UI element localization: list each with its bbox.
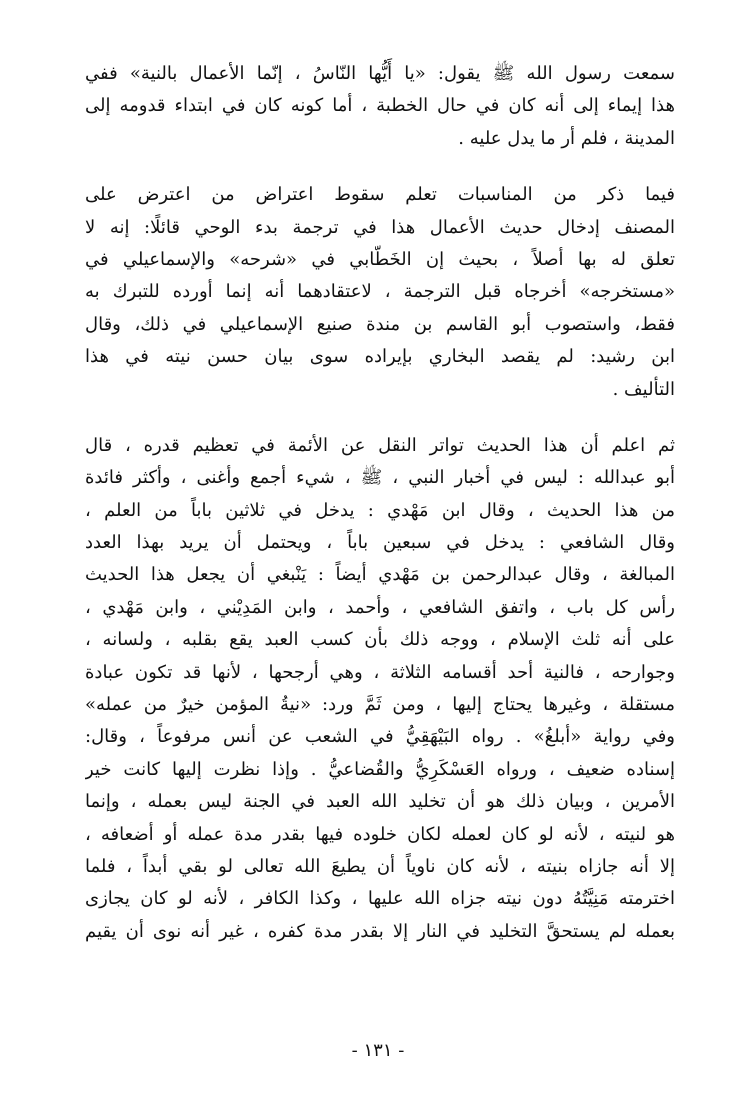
text-line: الأمرين ، وبيان ذلك هو أن تخليد الله العبد في الجنة ليس بعمله ، وإنما xyxy=(85,791,675,813)
text-line: اخترمته مَنِيَّتُهُ دون نيته جزاه الله عليها ، وكذا الكافر ، لأنه لو كان يجازى xyxy=(85,888,675,910)
paragraph-gap xyxy=(85,155,675,179)
text-line: المبالغة ، وقال عبدالرحمن بن مَهْدي أيضاً : يَنْبغي أن يجعل هذا الحديث xyxy=(85,564,675,586)
text-line: ابن رشيد: لم يقصد البخاري بإيراده سوى بيان حسن نيته في هذا xyxy=(85,346,675,368)
paragraph-2 xyxy=(85,179,675,406)
text-line: فقط، واستصوب أبو القاسم بن مندة صنيع الإسماعيلي في ذلك، وقال xyxy=(85,313,675,335)
text-line: «مستخرجه» أخرجاه قبل الترجمة ، لاعتقادهما أنه إنما أورده للتبرك به xyxy=(85,281,675,303)
paragraph-gap xyxy=(85,406,675,430)
text-line: إلا أنه جازاه بنيته ، لأنه كان ناوياً أن يطيعَ الله تعالى لو بقي أبداً ، فلما xyxy=(85,855,675,877)
text-line: وقال الشافعي : يدخل في سبعين باباً ، ويحتمل أن يريد بهذا العدد xyxy=(85,532,675,554)
text-line: هو لنيته ، لأنه لو كان لعمله لكان خلوده فيها بقدر مدة عمله أو أضعافه ، xyxy=(85,823,675,845)
text-line: إسناده ضعيف ، ورواه العَسْكَرِيُّ والقُضاعيُّ . وإذا نظرت إليها كانت خير xyxy=(85,758,675,780)
text-line: سمعت رسول الله ﷺ يقول: «يا أَيُّها النّاسُ ، إنّما الأعمال بالنية» ففي xyxy=(85,63,675,84)
paragraph-3 xyxy=(85,430,675,948)
text-line: المصنف إدخال حديث الأعمال هذا في ترجمة بدء الوحي قائلًا: إنه لا xyxy=(85,216,675,238)
text-line: المدينة ، فلم أر ما يدل عليه . xyxy=(458,127,675,149)
text-line: ثم اعلم أن هذا الحديث تواتر النقل عن الأئمة في تعظيم قدره ، قال xyxy=(85,434,675,456)
page-number: - ١٣١ - xyxy=(351,1040,405,1061)
text-line: هذا إيماء إلى أنه كان في حال الخطبة ، أما كونه كان في ابتداء قدومه إلى xyxy=(85,95,675,117)
text-line: أبو عبدالله : ليس في أخبار النبي ، ﷺ ، شيء أجمع وأغنى ، وأكثر فائدة xyxy=(85,467,675,489)
text-line: فيما ذكر من المناسبات تعلم سقوط اعتراض من اعترض على xyxy=(85,184,675,206)
text-line: من هذا الحديث ، وقال ابن مَهْدي : يدخل في ثلاثين باباً من العلم ، xyxy=(85,499,675,521)
text-line: رأس كل باب ، واتفق الشافعي ، وأحمد ، وابن المَدِيْني ، وابن مَهْدي ، xyxy=(85,596,675,618)
text-line: تعلق له بها أصلاً ، بحيث إن الخَطّابي في «شرحه» والإسماعيلي في xyxy=(85,248,675,270)
paragraph-1 xyxy=(85,58,675,155)
text-line: وجوارحه ، فالنية أحد أقسامه الثلاثة ، وهي أرجحها ، لأنها قد تكون عبادة xyxy=(85,661,675,683)
page-body xyxy=(85,58,675,948)
text-line: مستقلة ، وغيرها يحتاج إليها ، ومن ثَمَّ ورد: «نيةُ المؤمن خيرٌ من عمله» xyxy=(85,694,675,716)
text-line: وفي رواية «أبلغُ» . رواه البَيْهَقِيُّ في الشعب عن أنس مرفوعاً ، وقال: xyxy=(85,726,675,748)
text-line: على أنه ثلث الإسلام ، ووجه ذلك بأن كسب العبد يقع بقلبه ، ولسانه ، xyxy=(85,629,675,651)
text-line: التأليف . xyxy=(612,378,675,400)
text-line: بعمله لم يستحقَّ التخليد في النار إلا بقدر مدة كفره ، غير أنه نوى أن يقيم xyxy=(85,920,675,942)
